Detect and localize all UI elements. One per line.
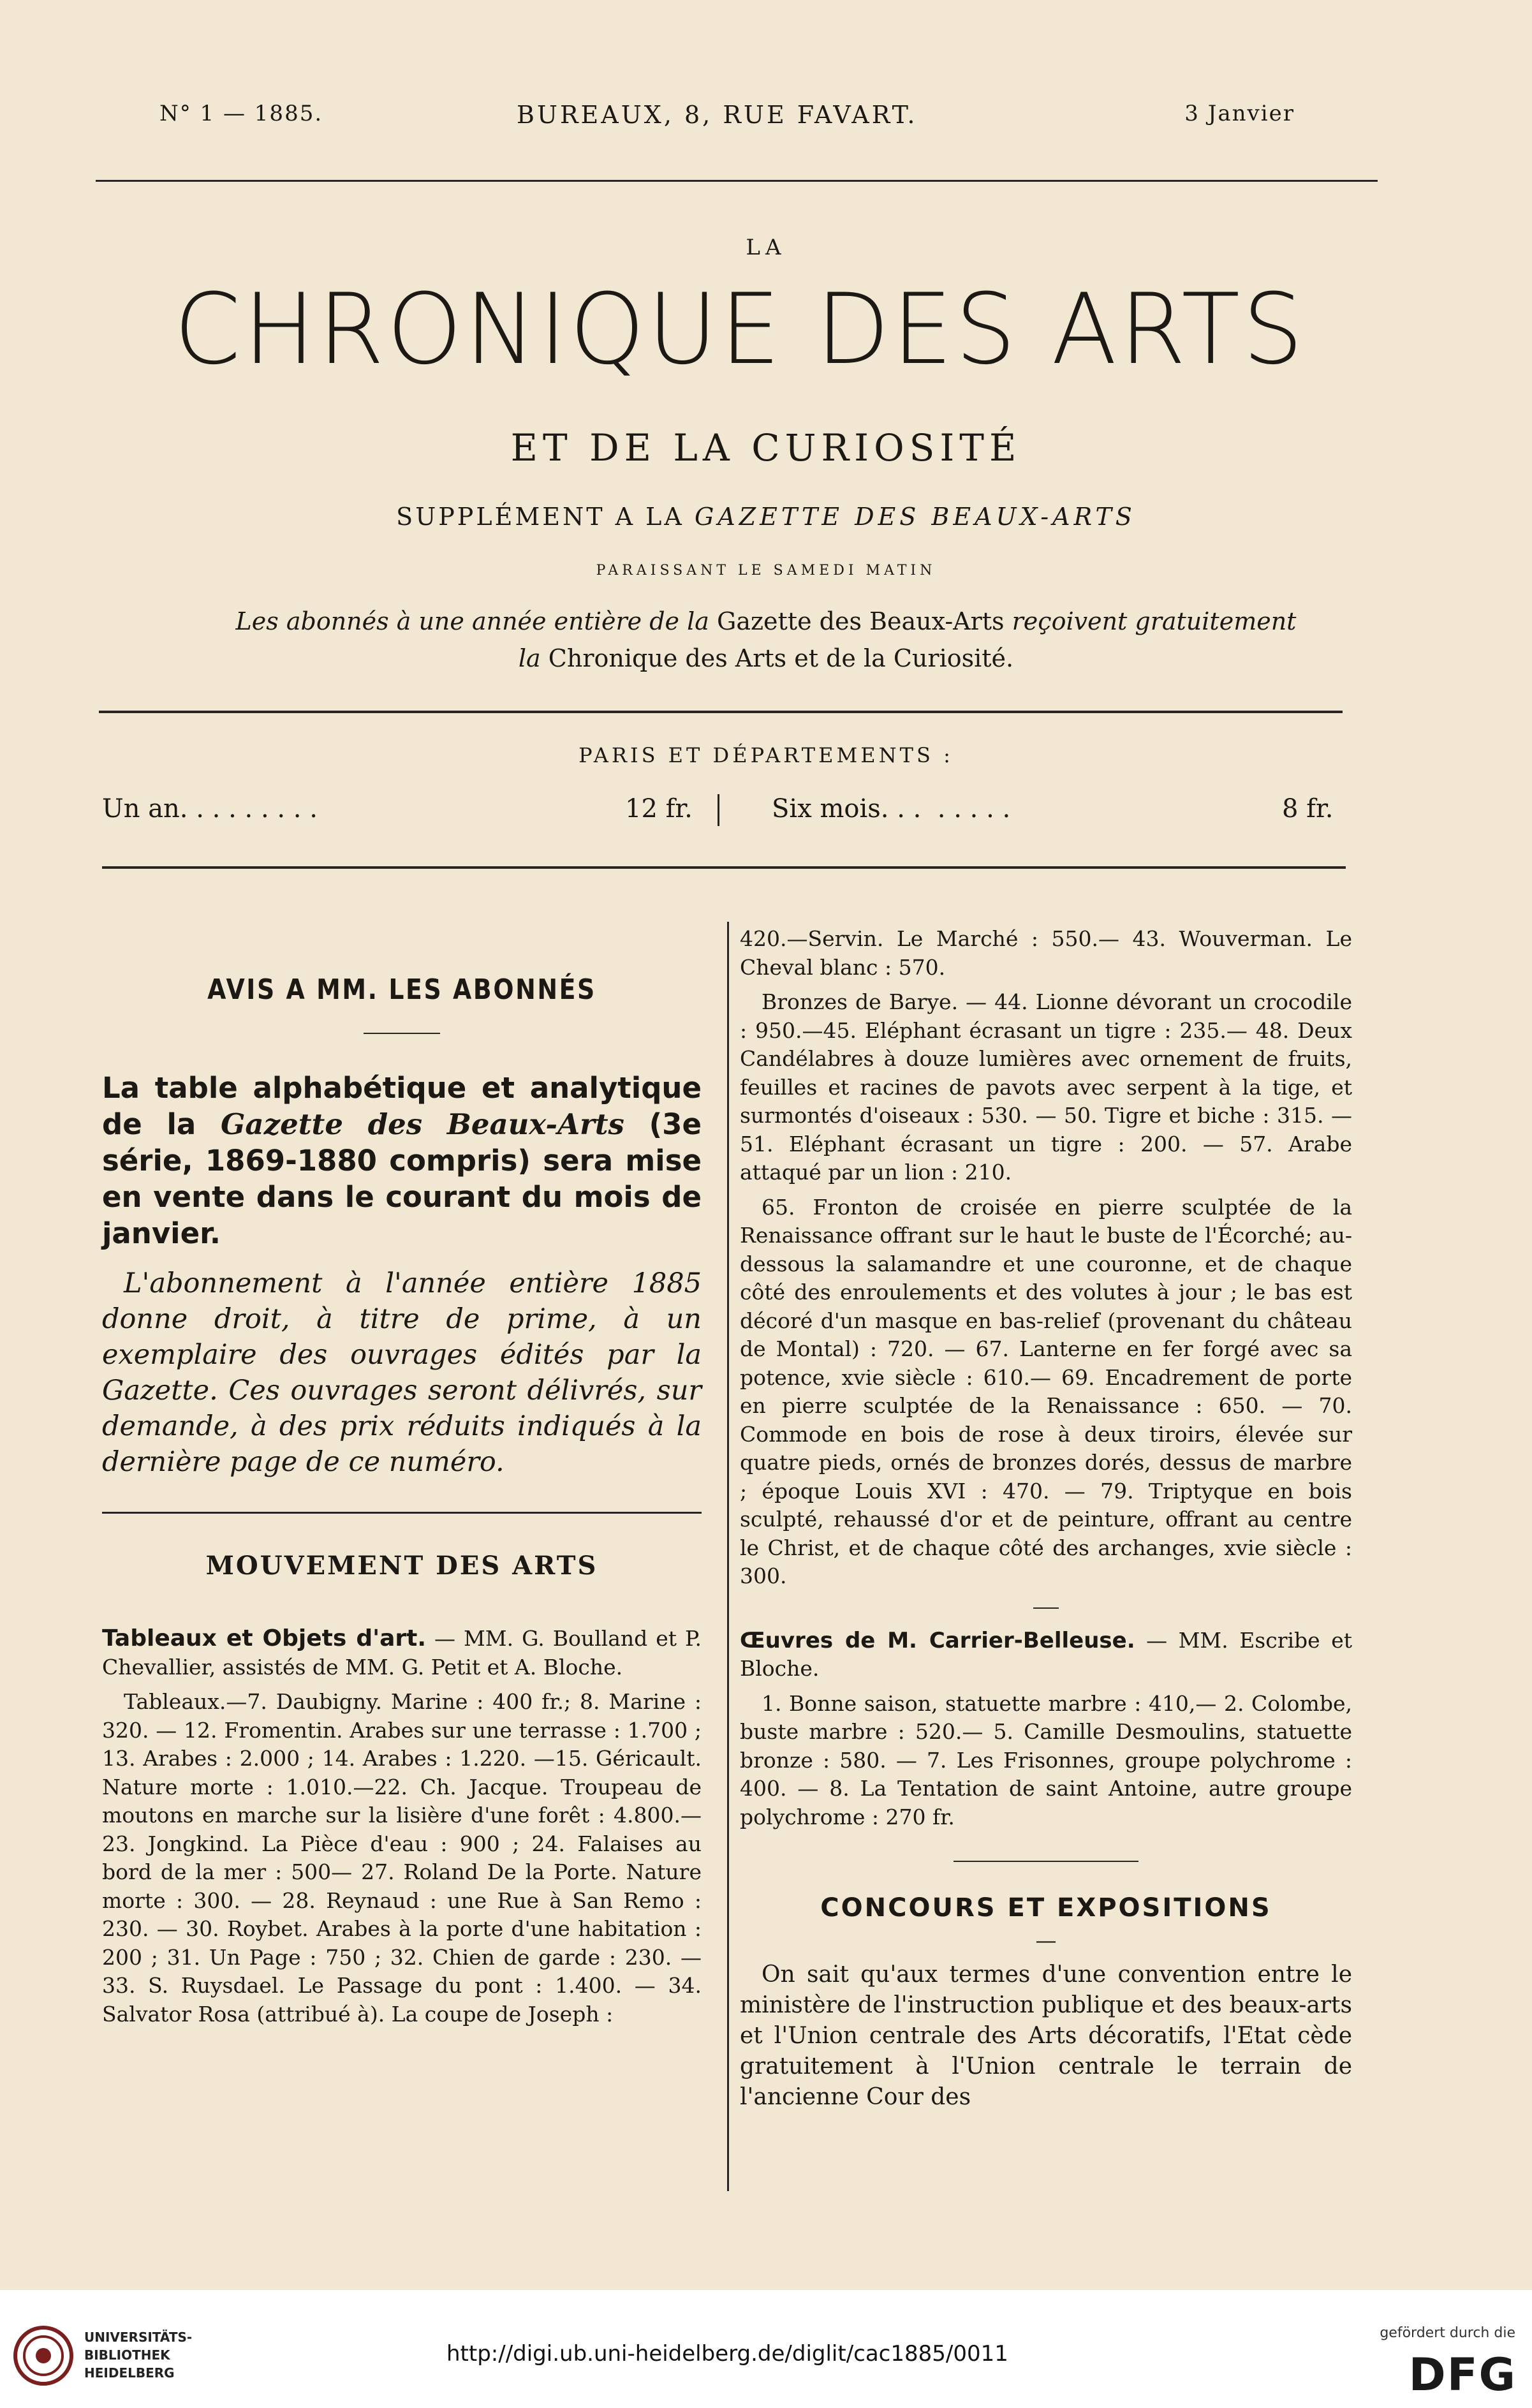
subscriber-note: [0, 603, 1532, 677]
right-rule-1: [1033, 1607, 1059, 1609]
supplement-prefix: SUPPLÉMENT A LA: [396, 503, 695, 531]
price-divider: [718, 794, 719, 826]
left-section-rule: [102, 1512, 702, 1514]
library-name: [84, 2328, 192, 2382]
masthead-title: CHRONIQUE DES ARTS: [173, 273, 1306, 387]
right-p3: 65. Fronton de croisée en pierre sculptée de la Renaissance offrant sur le haut le buste de l'Écorché; au-dessous la salamandre et une couronne, et de chaque côté des enroulements et des volutes à jour ; le bas est décoré d'un masque en bas-relief (provenant du château de Montal) : 720. — 67. Lanterne en fer forgé avec sa potence, xvie siècle : 610.— 69. Encadrement de porte en pierre sculptée de la Renaissance : 650. — 70. Commode en bois de rose à deux tiroirs, élevée sur quatre pieds, ornés de bronzes dorés, dessus de marbre ; époque Louis XVI : 470. — 79. Triptyque en bois sculpté, rehaussé d'or et de peinture, offrant au centre le Christ, et de chaque côté des archanges, xvie siècle : 300.: [740, 1194, 1352, 1588]
column-divider: [727, 922, 729, 2191]
half-label: Six mois. . . . . . . .: [772, 794, 1011, 824]
concours-dash: —: [1035, 1927, 1057, 1953]
office-address: BUREAUX, 8, RUE FAVART.: [517, 101, 918, 129]
issue-date: 3 Janvier: [1184, 101, 1295, 126]
right-column: [740, 925, 1352, 2114]
table-announcement: [102, 1070, 702, 1252]
lead-c: (3e série, 1869-1880 compris) sera mise en vente dans le courant du mois de janvier.: [102, 1107, 702, 1250]
right-p1: 420.—Servin. Le Marché : 550.— 43. Wouverman. Le Cheval blanc : 570.: [740, 926, 1352, 980]
mouvement-title: MOUVEMENT DES ARTS: [205, 1550, 598, 1581]
masthead-supplement: [0, 503, 1532, 531]
library-footer: [0, 2290, 1532, 2408]
subscriber-note-a: Les abonnés à une année entière de la: [235, 607, 718, 635]
supplement-gazette: GAZETTE DES BEAUX-ARTS: [694, 503, 1136, 531]
tableaux-rest: — MM. G. Boulland et P. Chevallier, assistés de MM. G. Petit et A. Bloche.: [102, 1626, 702, 1680]
subscriber-note-b: Gazette des Beaux-Arts: [717, 607, 1005, 635]
tableaux-intro: [102, 1625, 702, 1681]
year-label: Un an. . . . . . . . .: [102, 794, 318, 824]
subscriber-note-e: Chronique des Arts et de la Curiosité.: [548, 644, 1014, 672]
subscription-heading: PARIS ET DÉPARTEMENTS :: [578, 743, 954, 767]
right-p4: 1. Bonne saison, statuette marbre : 410,— 2. Colombe, buste marbre : 520.— 5. Camille Desmoulins, statuette bronze : 580. — 7. Les Frisonnes, groupe polychrome : 400. — 8. La Tentation de saint Antoine, autre groupe polychrome : 270 fr.: [740, 1690, 1352, 1829]
masthead-article: LA: [746, 235, 786, 260]
left-column: [102, 973, 702, 2030]
subscriber-note-d: la: [518, 644, 549, 672]
masthead-rule: [99, 711, 1343, 713]
library-name-line3: HEIDELBERG: [84, 2365, 175, 2381]
university-seal-icon: [13, 2325, 74, 2386]
issue-number: N° 1 — 1885.: [159, 101, 323, 126]
ornament-rule: [954, 1861, 1138, 1862]
digital-copy-link[interactable]: http://digi.ub.uni-heidelberg.de/diglit/cac1885/0011: [446, 2341, 1008, 2367]
subscriber-note-c: reçoivent gratuitement: [1004, 607, 1297, 635]
right-p5: On sait qu'aux termes d'une convention entre le ministère de l'instruction publique et des beaux-arts et l'Union centrale des Arts décoratifs, l'Etat cède gratuitement à l'Union centrale le terrain de l'ancienne Cour des: [740, 1961, 1352, 2110]
prime-note: L'abonnement à l'année entière 1885 donne droit, à titre de prime, à un exemplaire des ouvrages édités par la Gazette. Ces ouvrages seront délivrés, sur demande, à des prix réduits indiqués à la dernière page de ce numéro.: [102, 1267, 702, 1478]
lead-a: La table alphabétique et analytique de la: [102, 1070, 702, 1141]
avis-title: AVIS A MM. LES ABONNÉS: [207, 973, 596, 1006]
subscription-rule: [102, 866, 1346, 869]
half-price: 8 fr.: [1282, 794, 1334, 824]
oeuvres-intro: [740, 1627, 1352, 1683]
concours-title: CONCOURS ET EXPOSITIONS: [820, 1893, 1272, 1923]
library-name-line1: UNIVERSITÄTS-: [84, 2330, 193, 2345]
masthead-subtitle: ET DE LA CURIOSITÉ: [510, 426, 1022, 469]
header-rule: [96, 180, 1378, 182]
library-name-line2: BIBLIOTHEK: [84, 2347, 170, 2363]
subscription-prices: [102, 794, 1346, 832]
year-price: 12 fr.: [625, 794, 693, 824]
oeuvres-head: Œuvres de M. Carrier-Belleuse.: [740, 1627, 1135, 1653]
publication-schedule: PARAISSANT LE SAMEDI MATIN: [596, 563, 936, 579]
right-p2: Bronzes de Barye. — 44. Lionne dévorant un crocodile : 950.—45. Eléphant écrasant un tigre : 235.— 48. Deux Candélabres à douze lumières avec ornement de fruits, feuilles et racines de pavots avec serpent à la tige, et surmontés d'oiseaux : 530. — 50. Tigre et biche : 315. — 51. Eléphant écrasant un tigre : 200. — 57. Arabe attaqué par un lion : 210.: [740, 989, 1352, 1185]
page-header: [159, 101, 1295, 139]
tableaux-list: Tableaux.—7. Daubigny. Marine : 400 fr.; 8. Marine : 320. — 12. Fromentin. Arabes sur une terrasse : 1.700 ; 13. Arabes : 2.000 ; 14. Arabes : 1.220. —15. Géricault. Nature morte : 1.010.—22. Ch. Jacque. Troupeau de moutons en marche sur la lisière d'une forêt : 4.800.— 23. Jongkind. La Pièce d'eau : 900 ; 24. Falaises au bord de la mer : 500— 27. Roland De la Porte. Nature morte : 300. — 28. Reynaud : une Rue à San Remo : 230. — 30. Roybet. Arabes à la porte d'une habitation : 200 ; 31. Un Page : 750 ; 32. Chien de garde : 230. — 33. S. Ruysdael. Le Passage du pont : 1.400. — 34. Salvator Rosa (attribué à). La coupe de Joseph :: [102, 1689, 702, 2027]
funding-label: gefördert durch die: [1380, 2325, 1515, 2341]
oeuvres-rest: — MM. Escribe et Bloche.: [740, 1627, 1352, 1681]
dfg-logo: DFG: [1408, 2349, 1517, 2401]
avis-rule: [364, 1033, 440, 1034]
tableaux-head: Tableaux et Objets d'art.: [102, 1625, 427, 1651]
lead-gazette: Gazette des Beaux-Arts: [220, 1107, 624, 1141]
